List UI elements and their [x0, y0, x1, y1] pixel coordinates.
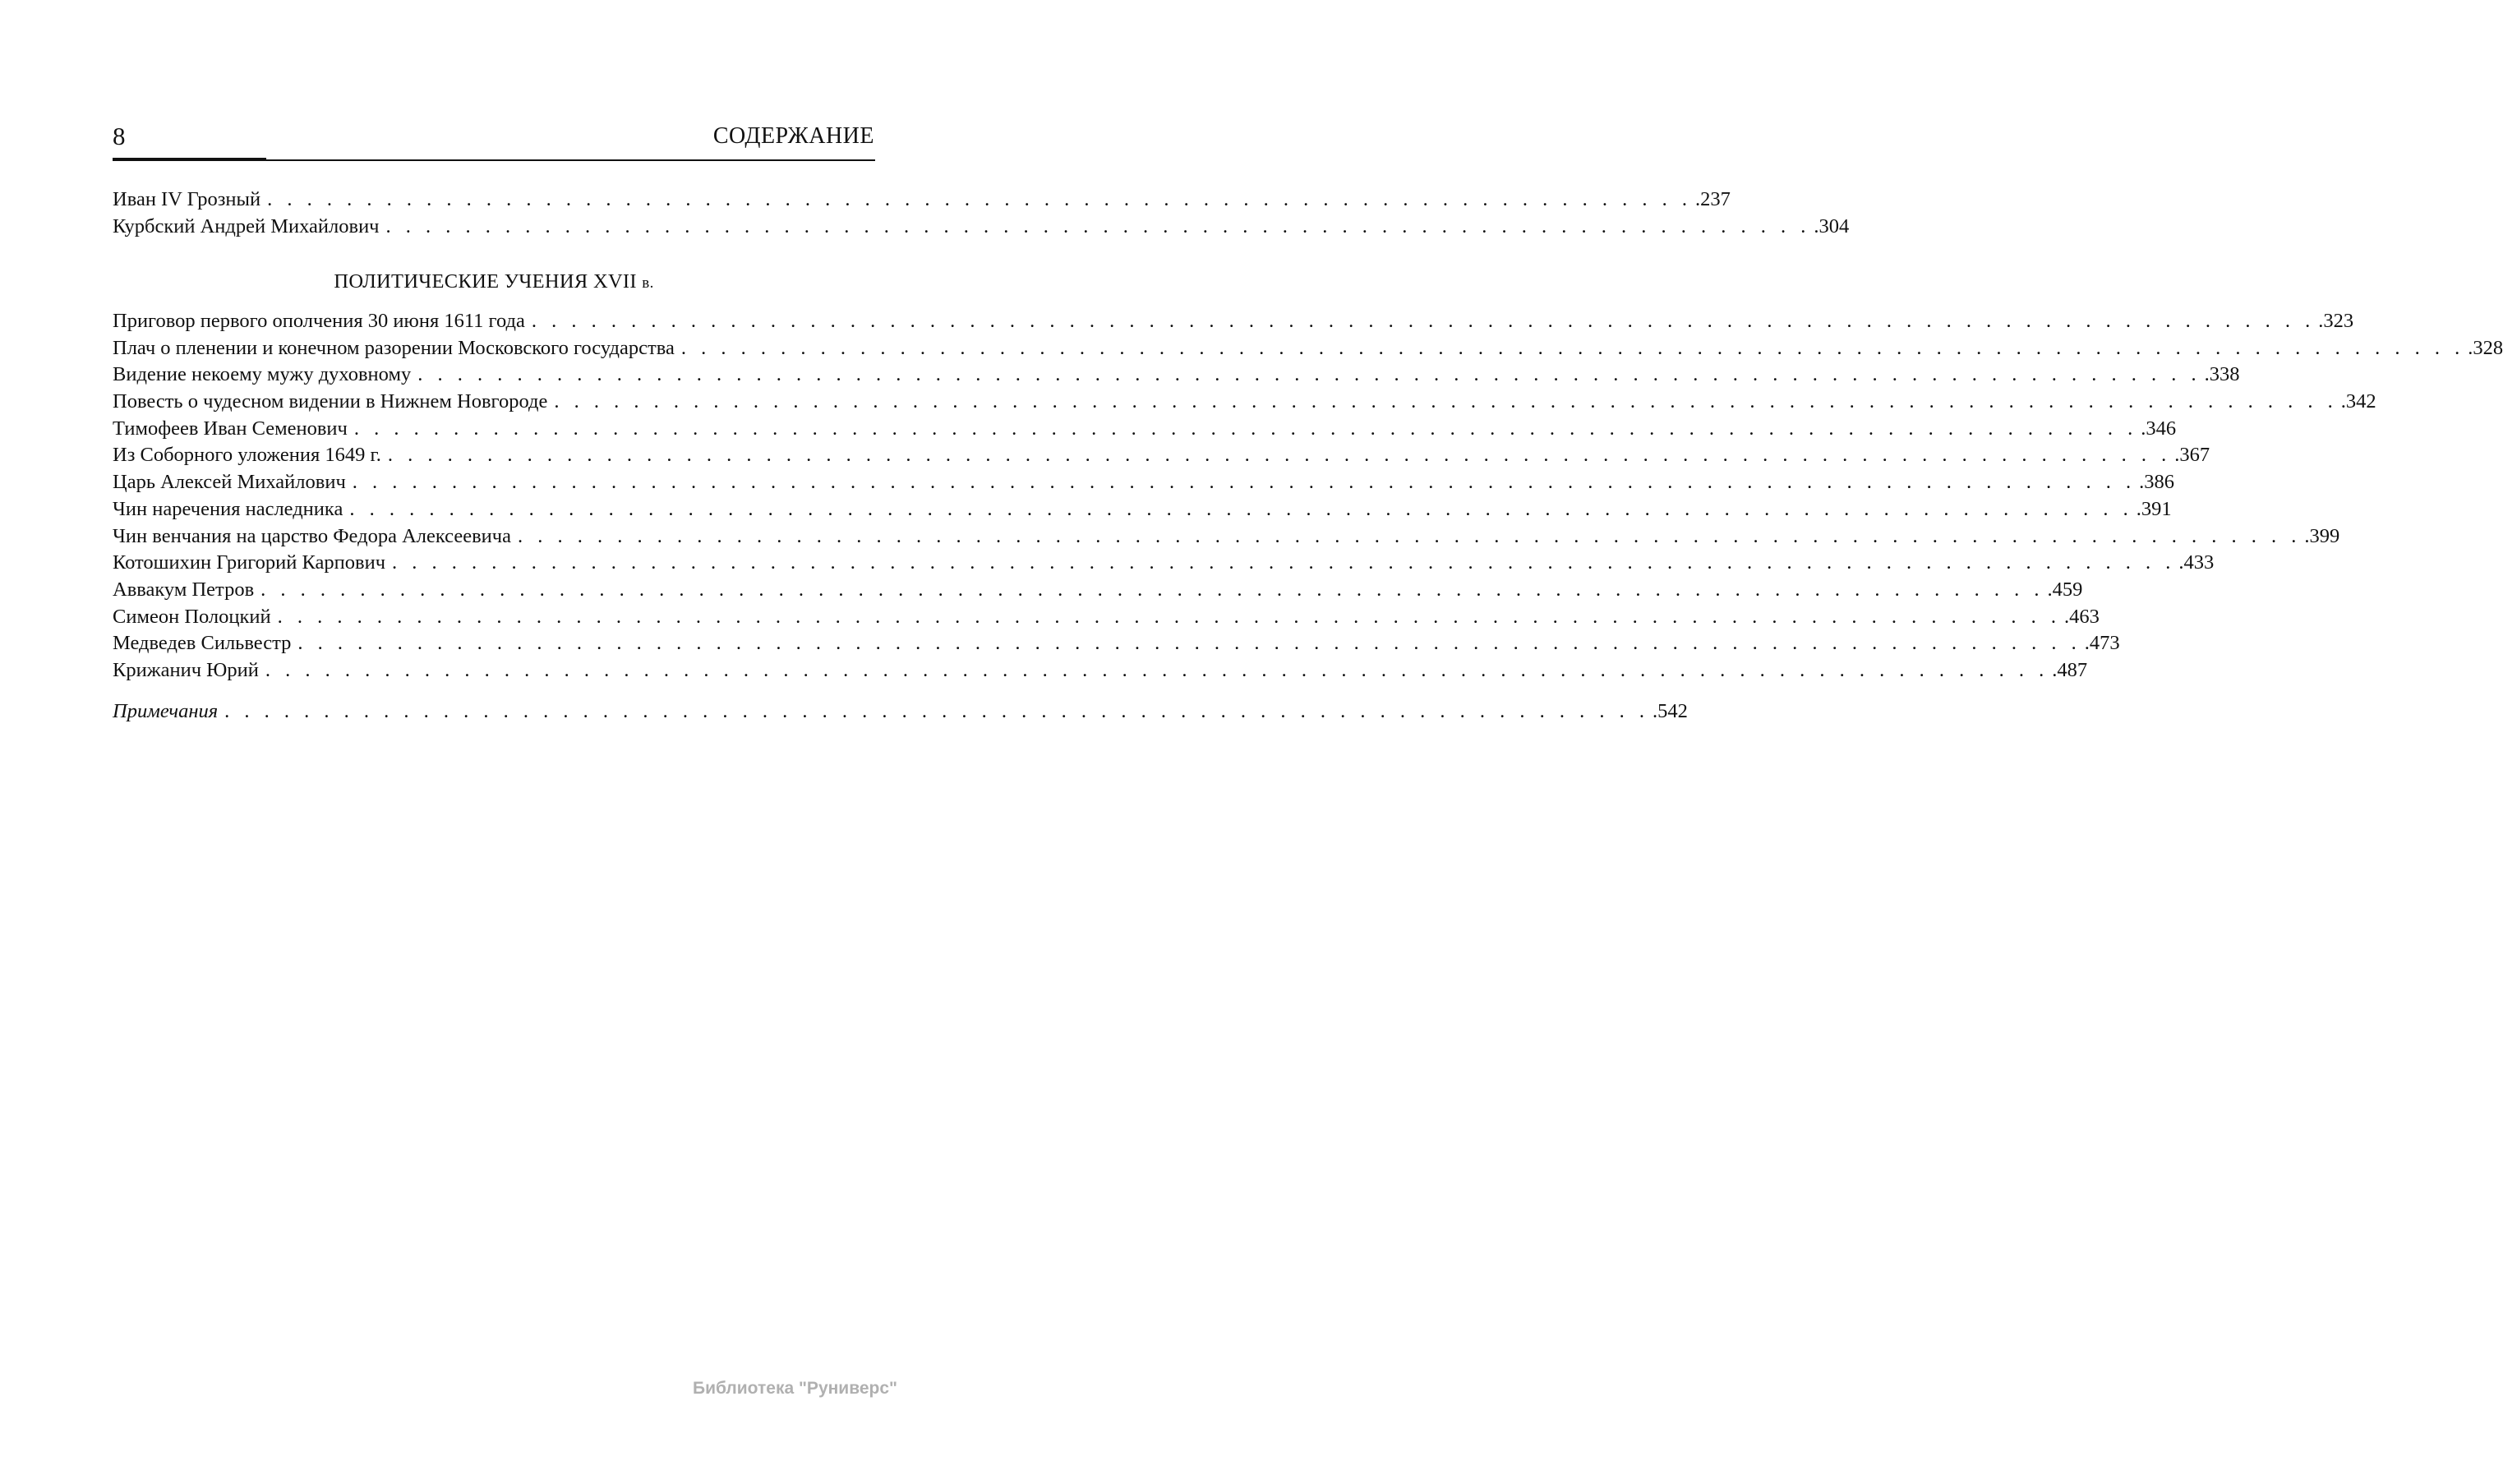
toc-entry-title: Примечания [113, 700, 219, 722]
toc-leader-dots: . . . . . . . . . . . . . . . . . . . . . . . . . . . . . . . . . . . . . . . . . . . . . . . . . . . . . . . . . . . . . . . . . . . . . . . . [267, 188, 1692, 210]
page-number: 8 [113, 122, 126, 150]
toc-entry [113, 496, 2172, 523]
toc-entry-page: .304 [1814, 214, 1850, 237]
section-heading-suffix: в. [642, 274, 654, 292]
toc-entry-title: Курбский Андрей Михайлович [113, 214, 380, 237]
toc-entry [113, 657, 2088, 684]
toc-section [113, 308, 2503, 684]
toc-leader-dots: . . . . . . . . . . . . . . . . . . . . . . . . . . . . . . . . . . . . . . . . . . . . . . . . . . . . . . . . . . . . . . . . . . . . . . . . . . . . . . . . . . . . . . . . . . [277, 605, 2062, 628]
toc-entry [113, 416, 2177, 443]
toc-entry-title: Чин наречения наследника [113, 497, 343, 520]
toc-entry-page: .237 [1694, 188, 1731, 210]
toc-leader-dots: . . . . . . . . . . . . . . . . . . . . . . . . . . . . . . . . . . . . . . . . . . . . . . . . . . . . . . . . . . . . . . . . . . . . . . . . . . . . . . . . . . . . . . . . . . [680, 336, 2465, 359]
toc-entry-title: Плач о пленении и конечном разорении Московского государства [113, 336, 675, 359]
toc-leader-dots: . . . . . . . . . . . . . . . . . . . . . . . . . . . . . . . . . . . . . . . . . . . . . . . . . . . . . . . . . . . . . . . . . . . . . . . . [385, 214, 1811, 237]
toc-entry-page: .487 [2052, 658, 2088, 681]
toc-entry [113, 604, 2100, 631]
section-heading [113, 269, 875, 297]
header-rule-accent [113, 158, 266, 161]
toc-entry-page: .399 [2304, 524, 2340, 547]
toc-entry-title: Тимофеев Иван Семенович [113, 417, 348, 440]
toc-entry-title: Медведев Сильвестр [113, 632, 292, 655]
toc-leader-dots: . . . . . . . . . . . . . . . . . . . . . . . . . . . . . . . . . . . . . . . . . . . . . . . . . . . . . . . . . . . . . . . . . . . . . . . . . . . . . . . . . . . . . . . . . . [352, 471, 2137, 494]
toc-leader-dots: . . . . . . . . . . . . . . . . . . . . . . . . . . . . . . . . . . . . . . . . . . . . . . . . . . . . . . . . . . . . . . . . . . . . . . . . . . . . . . . . . . . . . . . . . . [392, 551, 2176, 574]
toc-leader-dots: . . . . . . . . . . . . . . . . . . . . . . . . . . . . . . . . . . . . . . . . . . . . . . . . . . . . . . . . . . . . . . . . . . . . . . . . . . . . . . . . . . . . . . . . . . [260, 578, 2044, 601]
toc-entry-page: .542 [1653, 700, 1688, 722]
toc-leader-dots: . . . . . . . . . . . . . . . . . . . . . . . . . . . . . . . . . . . . . . . . . . . . . . . . . . . . . . . . . . . . . . . . . . . . . . . . . . . . . . . . . . . . . . . . . . [265, 658, 2049, 681]
toc-entry [113, 442, 2210, 469]
toc-entry-page: .391 [2136, 497, 2172, 520]
toc-entry [113, 308, 2354, 335]
toc-entry [113, 335, 2503, 362]
toc-leader-dots: . . . . . . . . . . . . . . . . . . . . . . . . . . . . . . . . . . . . . . . . . . . . . . . . . . . . . . . . . . . . . . . . . . . . . . . . . . . . . . . . . . . . . . . . . . [517, 524, 2302, 547]
toc-top [113, 187, 1850, 240]
toc-entry [113, 469, 2175, 496]
toc-entry-page: .459 [2047, 578, 2083, 601]
toc-entry-page: .346 [2141, 417, 2177, 440]
toc-entry [113, 362, 2240, 389]
toc-notes [113, 698, 1688, 726]
toc-entry-page: .473 [2084, 632, 2120, 655]
toc-entry-title: Приговор первого ополчения 30 июня 1611 года [113, 310, 525, 332]
toc-entry [113, 577, 2083, 604]
toc-entry [113, 698, 1688, 726]
toc-entry-page: .328 [2468, 336, 2503, 359]
toc-leader-dots: . . . . . . . . . . . . . . . . . . . . . . . . . . . . . . . . . . . . . . . . . . . . . . . . . . . . . . . . . . . . . . . . . . . . . . . . . . . . . . . . . . . . . . . . . . [349, 497, 2133, 520]
toc-entry-page: .386 [2139, 471, 2175, 494]
toc-entry [113, 214, 1850, 241]
toc-entry-page: .323 [2318, 310, 2354, 332]
toc-leader-dots: . . . . . . . . . . . . . . . . . . . . . . . . . . . . . . . . . . . . . . . . . . . . . . . . . . . . . . . . . . . . . . . . . . . . . . . . . . . . . . . . . . . . . . . . . . [417, 363, 2201, 386]
toc-entry-title: Чин венчания на царство Федора Алексеевича [113, 524, 511, 547]
toc-entry [113, 523, 2340, 551]
toc-leader-dots: . . . . . . . . . . . . . . . . . . . . . . . . . . . . . . . . . . . . . . . . . . . . . . . . . . . . . . . . . . . . . . . . . . . . . . . . . . . . . . . . . . . . . . . . . . [297, 632, 2081, 655]
toc-entry [113, 389, 2376, 416]
toc-entry-title: Из Соборного уложения 1649 г. [113, 444, 381, 467]
toc-entry [113, 550, 2215, 577]
toc-entry-title: Видение некоему мужу духовному [113, 363, 412, 386]
toc-entry-title: Царь Алексей Михайлович [113, 471, 346, 494]
toc-entry-title: Симеон Полоцкий [113, 605, 271, 628]
toc-entry-page: .342 [2340, 390, 2376, 413]
toc-entry [113, 630, 2120, 657]
watermark-text: Библиотека "Руниверс" [692, 1379, 897, 1398]
toc-entry-page: .367 [2174, 444, 2210, 467]
section-heading-main: ПОЛИТИЧЕСКИЕ УЧЕНИЯ XVII [334, 270, 637, 293]
toc-entry [113, 187, 1731, 214]
toc-leader-dots: . . . . . . . . . . . . . . . . . . . . . . . . . . . . . . . . . . . . . . . . . . . . . . . . . . . . . . . . . . . . . . . . . . . . . . . . . . . . . . . . . . . . . . . . . . [554, 390, 2338, 413]
toc-entry-page: .463 [2064, 605, 2100, 628]
running-title: СОДЕРЖАНИЕ [712, 123, 874, 149]
toc-entry-page: .433 [2178, 551, 2215, 574]
toc-leader-dots: . . . . . . . . . . . . . . . . . . . . . . . . . . . . . . . . . . . . . . . . . . . . . . . . . . . . . . . . . . . . . . . . . . . . . . . . . . . . . . . . . . . . . . . . . . [531, 310, 2316, 332]
toc-entry-title: Иван IV Грозный [113, 188, 261, 210]
toc-leader-dots: . . . . . . . . . . . . . . . . . . . . . . . . . . . . . . . . . . . . . . . . . . . . . . . . . . . . . . . . . . . . . . . . . . . . . . . . . . . . . . . . . . . . . . . . . . [353, 417, 2138, 440]
toc-entry-title: Повесть о чудесном видении в Нижнем Новгороде [113, 390, 548, 413]
toc-leader-dots: . . . . . . . . . . . . . . . . . . . . . . . . . . . . . . . . . . . . . . . . . . . . . . . . . . . . . . . . . . . . . . . . . . . . . . . . [224, 700, 1649, 722]
toc-entry-title: Котошихин Григорий Карпович [113, 551, 386, 574]
toc-entry-page: .338 [2204, 363, 2240, 386]
toc-leader-dots: . . . . . . . . . . . . . . . . . . . . . . . . . . . . . . . . . . . . . . . . . . . . . . . . . . . . . . . . . . . . . . . . . . . . . . . . . . . . . . . . . . . . . . . . . . [387, 444, 2172, 467]
toc-entry-title: Аввакум Петров [113, 578, 255, 601]
toc-entry-title: Крижанич Юрий [113, 658, 259, 681]
